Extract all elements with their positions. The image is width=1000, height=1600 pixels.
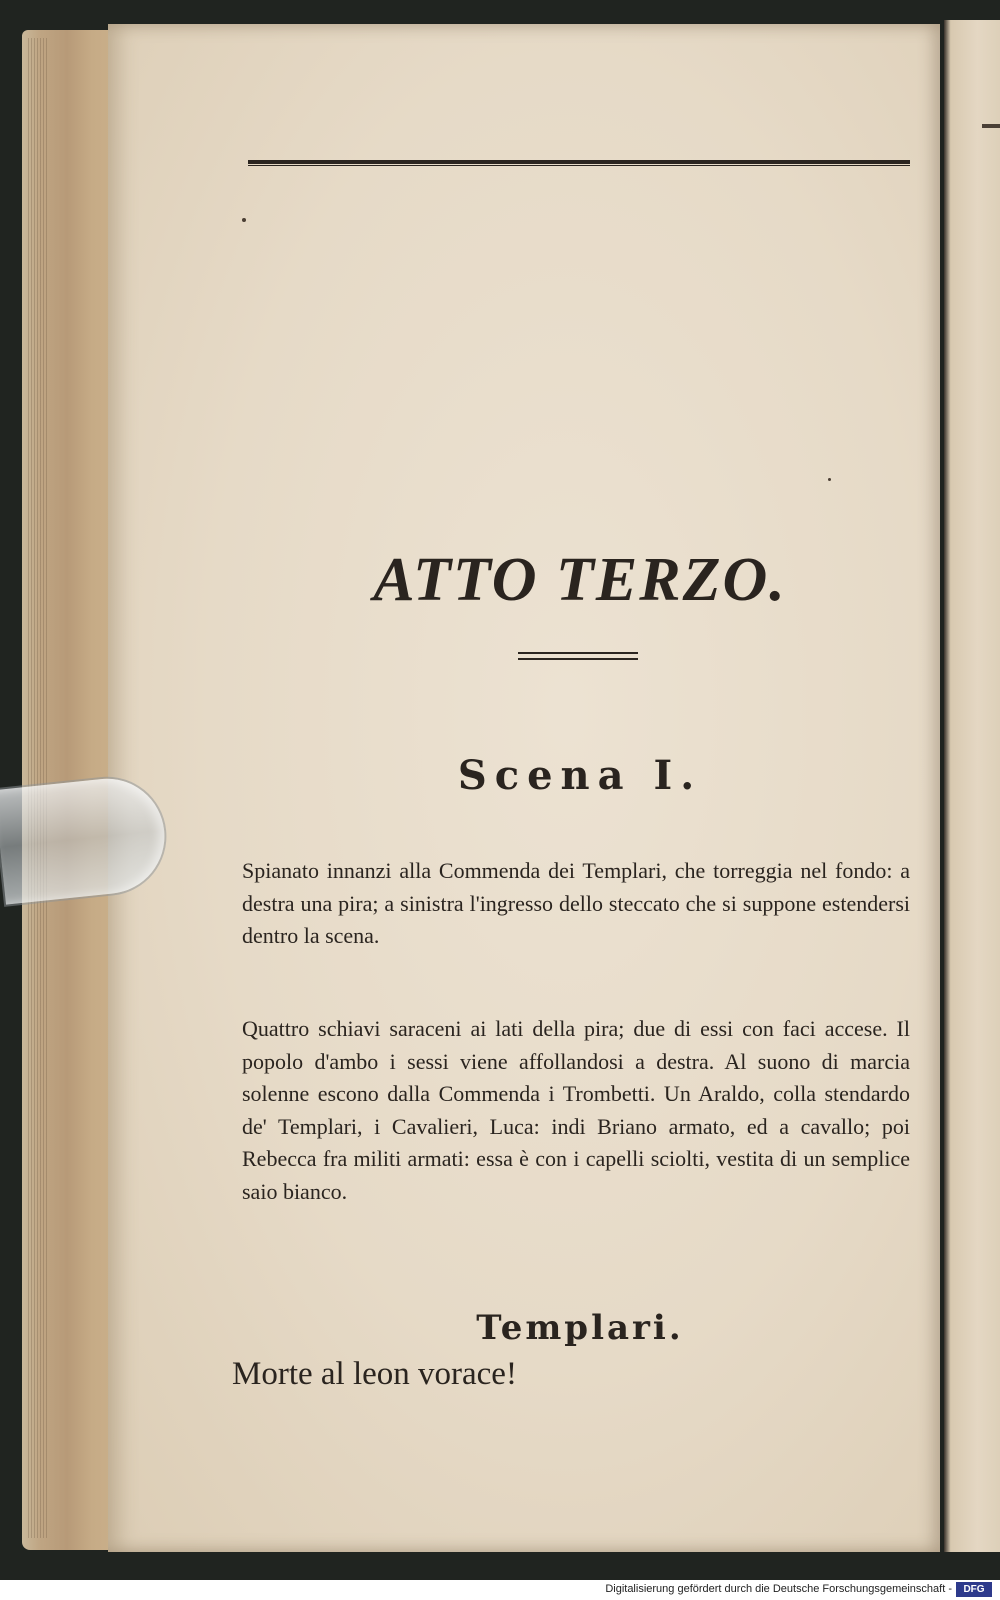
footer-credit: Digitalisierung gefördert durch die Deutsche Forschungsgemeinschaft - — [605, 1583, 952, 1595]
act-title: ATTO TERZO. — [373, 546, 787, 614]
verse-line: Morte al leon vorace! — [232, 1356, 517, 1392]
paper-speck — [828, 478, 831, 481]
stage-direction-text: Quattro schiavi saraceni ai lati della pira; due di essi con faci accese. Il popolo d'ambo i sessi viene affollandosi a destra. Al suono di marcia solenne escono dalla Commenda i Trombetti. Un Araldo, colla stendardo de' Templari, i Cavalieri, Luca: indi Briano armato, ed a cavallo; poi Rebecca fra militi armati: essa è con i capelli sciolti, vestita di un semplice saio bianco. — [242, 1016, 910, 1204]
title-divider-upper — [518, 652, 638, 654]
dfg-logo: DFG — [956, 1582, 992, 1597]
facing-page-rule — [982, 124, 1000, 128]
speaker-name: Templari. — [476, 1308, 684, 1348]
stage-direction-entrance — [242, 1013, 910, 1208]
scene-title: Scena I. — [457, 752, 703, 799]
stage-direction-text: Spianato innanzi alla Commenda dei Templari, che torreggia nel fondo: a destra una pira; a sinistra l'ingresso dello steccato che si suppone estendersi dentro la scena. — [242, 858, 910, 948]
paper-speck — [242, 218, 246, 222]
stage-direction-setting — [242, 855, 910, 953]
header-rule — [248, 160, 910, 166]
title-divider-lower — [518, 658, 638, 660]
facing-page-edge — [944, 20, 1000, 1552]
